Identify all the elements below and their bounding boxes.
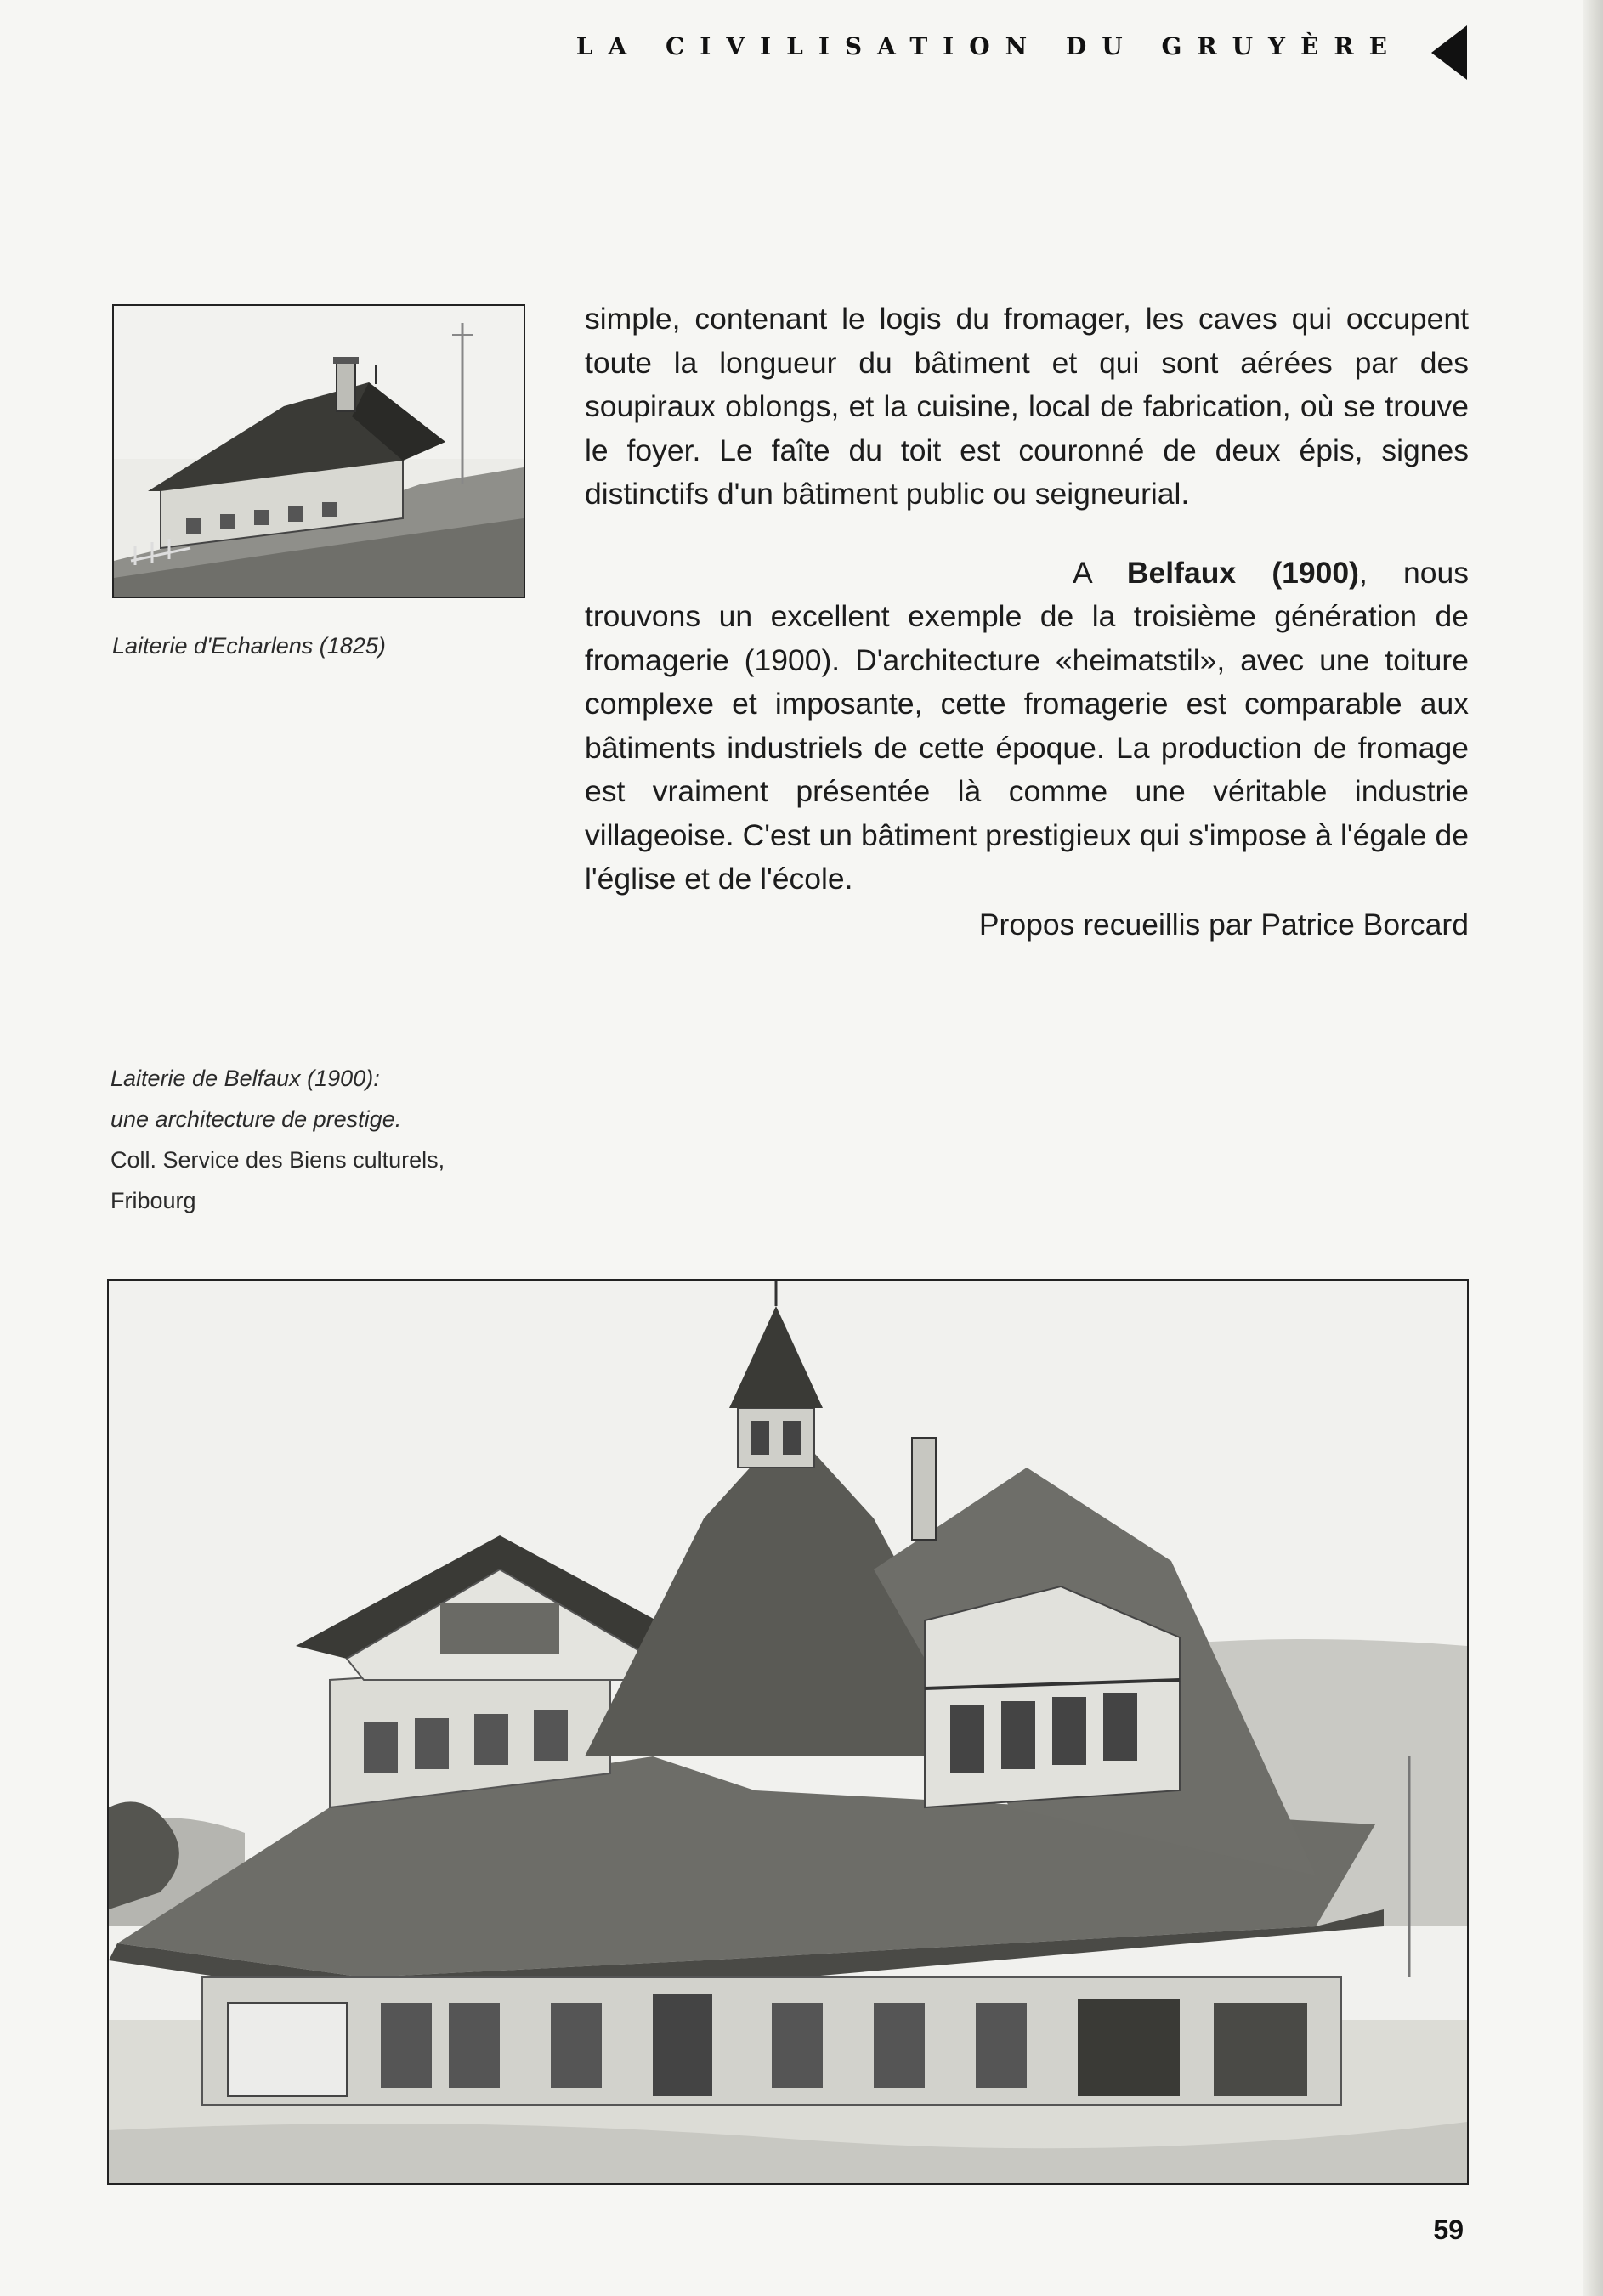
photo-belfaux-credit-line1: Coll. Service des Biens culturels,: [110, 1147, 445, 1173]
photo-belfaux-caption: [110, 1058, 552, 1221]
page-edge-shadow: [1583, 0, 1603, 2296]
article-body: [585, 297, 1469, 947]
page-number: 59: [1433, 2214, 1464, 2245]
paragraph-1: simple, contenant le logis du fromager, les caves qui occupent toute la longueur du bâtiment et qui sont aérées par des soupiraux oblongs, et la cuisine, local de fabrication, où se trouve le foyer. Le faîte du toit est couronné de deux épis, signes distinctifs d'un bâtiment public ou seigneurial.: [585, 302, 1469, 511]
paragraph-2-rest: , nous trouvons un excellent exemple de la troisième génération de fromagerie (1900). D'architecture «heimatstil», avec une toiture complexe et imposante, cette fromagerie est comparable aux bâtiments industriels de cette époque. La production de fromage est vraiment présentée là comme une véritable industrie villageoise. C'est un bâtiment prestigieux qui s'impose à l'égale de l'église et de l'école.: [585, 555, 1469, 896]
photo-echarlens-illustration: [114, 306, 524, 597]
paragraph-2-lead: A: [1073, 555, 1127, 590]
running-header: [510, 25, 1479, 70]
paragraph-2-bold: Belfaux (1900): [1126, 555, 1359, 590]
paragraph-2: [585, 551, 1469, 902]
photo-belfaux-illustration: [109, 1281, 1467, 2183]
running-title: LA CIVILISATION DU GRUYÈRE: [575, 32, 1402, 60]
photo-belfaux-caption-line1: Laiterie de Belfaux (1900):: [110, 1066, 380, 1091]
photo-belfaux-caption-line2: une architecture de prestige.: [110, 1106, 402, 1132]
author-signature: Propos recueillis par Patrice Borcard: [978, 907, 1469, 942]
photo-belfaux-dairy: [107, 1279, 1469, 2185]
photo-echarlens-caption: Laiterie d'Echarlens (1825): [112, 633, 386, 659]
triangle-left-icon: [1431, 25, 1467, 80]
photo-echarlens-dairy: [112, 304, 525, 598]
photo-belfaux-credit-line2: Fribourg: [110, 1188, 196, 1213]
